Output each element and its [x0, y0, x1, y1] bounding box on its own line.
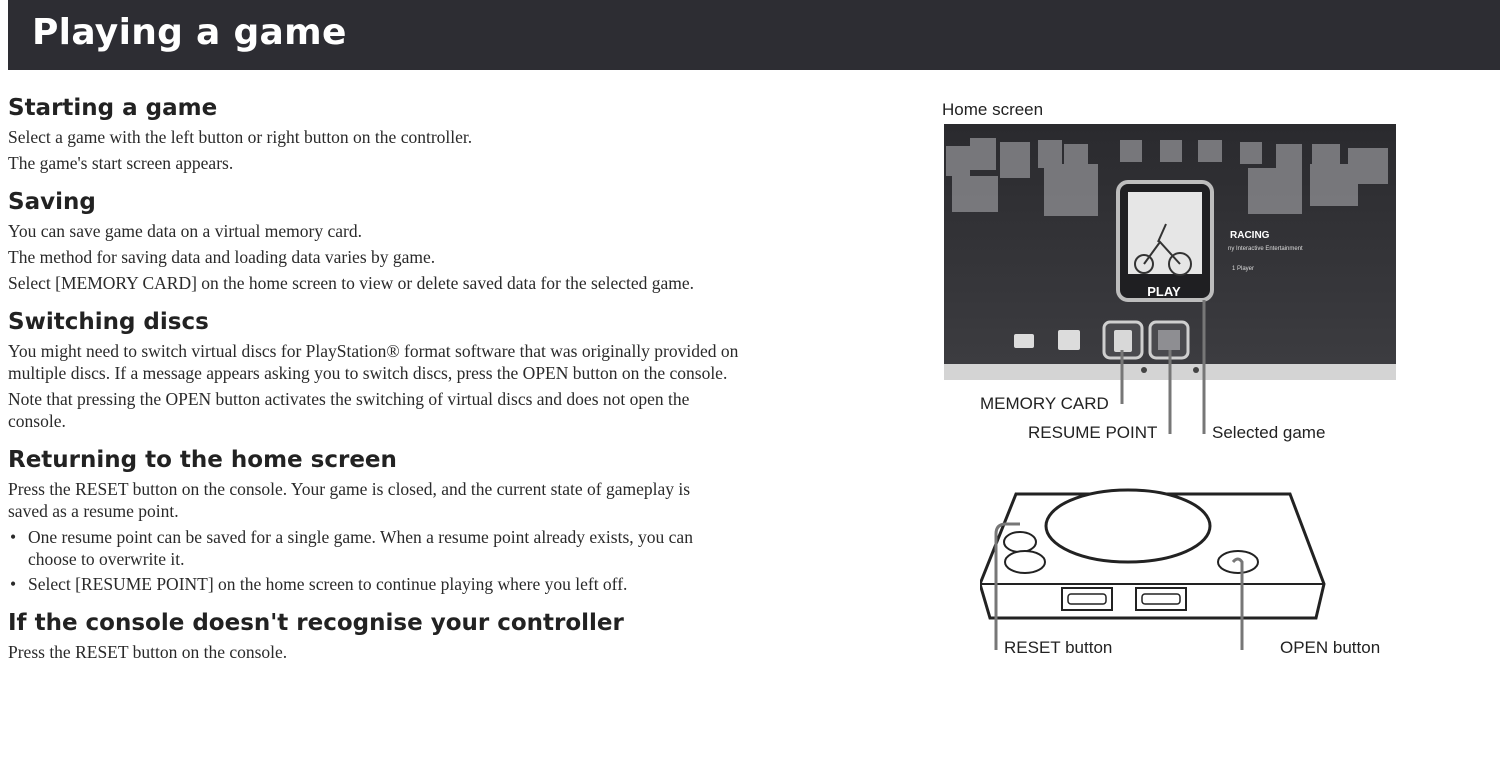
diagram-panel	[940, 96, 1410, 676]
section-returning-home	[8, 446, 768, 595]
game-title-text: RACING	[1230, 230, 1270, 241]
paragraph: Select [MEMORY CARD] on the home screen to view or delete saved data for the selected game.	[8, 273, 695, 293]
section-title: Starting a game	[8, 95, 218, 121]
page-title: Playing a game	[32, 12, 347, 53]
header-bar	[8, 0, 1500, 70]
list-item: • One resume point can be saved for a single game. When a resume point already exists, you can choose to overwrite it.	[8, 526, 738, 570]
section-controller-not-recognised	[8, 609, 768, 663]
memory-card-callout: MEMORY CARD	[980, 394, 1109, 413]
home-screen-caption: Home screen	[942, 100, 1044, 119]
paragraph: You might need to switch virtual discs for PlayStation® format software that was originally provided on multiple discs. If a message appears asking you to switch discs, press the OPEN button on the console.	[8, 341, 739, 383]
controller-port-slot	[1068, 594, 1106, 604]
section-starting-a-game	[8, 94, 768, 174]
paragraph: Note that pressing the OPEN button activates the switching of virtual discs and does not open the console.	[8, 389, 690, 431]
paragraph: Select a game with the left button or right button on the controller.	[8, 127, 473, 147]
reset-button[interactable]	[1004, 532, 1036, 552]
paragraph: Press the RESET button on the console. Your game is closed, and the current state of gameplay is saved as a resume point.	[8, 479, 691, 521]
bullet-list	[8, 526, 768, 595]
publisher-text: ny Interactive Entertainment	[1228, 246, 1303, 252]
open-button-label: OPEN button	[1280, 638, 1381, 657]
paragraph: You can save game data on a virtual memory card.	[8, 221, 362, 241]
controller-port-slot	[1142, 594, 1180, 604]
play-label[interactable]: PLAY	[1147, 284, 1181, 299]
paragraph: The game's start screen appears.	[8, 153, 234, 173]
open-button[interactable]	[1218, 551, 1258, 573]
console-illustration	[980, 480, 1380, 660]
section-title: Saving	[8, 189, 96, 215]
power-button[interactable]	[1005, 551, 1045, 573]
section-switching-discs	[8, 308, 768, 432]
list-item: • Select [RESUME POINT] on the home screen to continue playing where you left off.	[8, 573, 768, 595]
section-title: Returning to the home screen	[8, 447, 397, 473]
main-content	[8, 94, 768, 677]
players-text: 1 Player	[1232, 266, 1255, 272]
reset-button-label: RESET button	[1004, 638, 1113, 657]
section-title: Switching discs	[8, 309, 209, 335]
section-title: If the console doesn't recognise your controller	[8, 610, 624, 636]
resume-point-callout: RESUME POINT	[1028, 423, 1158, 442]
console-disc-lid	[1046, 490, 1210, 562]
selected-game-callout: Selected game	[1212, 423, 1326, 442]
paragraph: The method for saving data and loading data varies by game.	[8, 247, 436, 267]
section-saving	[8, 188, 768, 294]
paragraph: Press the RESET button on the console.	[8, 642, 288, 662]
